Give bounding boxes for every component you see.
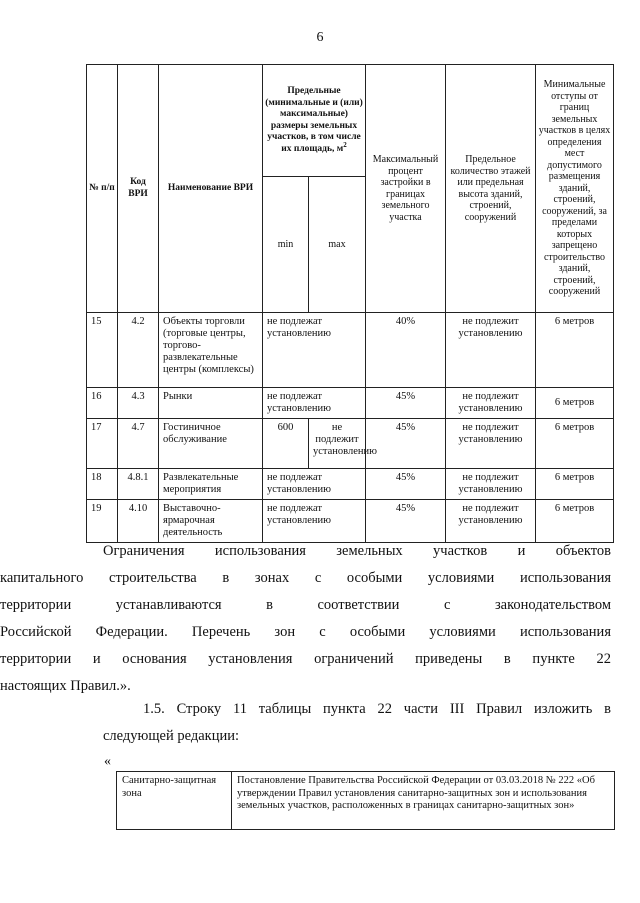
amendment-paragraph xyxy=(103,696,611,750)
zone-name: Санитарно-защитная зона xyxy=(117,772,232,830)
header-num: № п/п xyxy=(87,65,118,313)
paragraph-line: настоящих Правил.». xyxy=(0,678,131,694)
row-setback: 6 метров xyxy=(536,419,614,469)
zone-table xyxy=(116,771,615,830)
row-num: 19 xyxy=(87,500,118,543)
page-number: 6 xyxy=(316,30,324,45)
paragraph-line: 1.5. Строку 11 таблицы пункта 22 части III Правил изложить в xyxy=(143,701,611,717)
paragraph-line: Российской Федерации. Перечень зон с особыми условиями использования xyxy=(0,624,611,640)
row-percent: 45% xyxy=(366,419,446,469)
row-percent: 45% xyxy=(366,469,446,500)
row-floors: не подлежит установлению xyxy=(446,419,536,469)
row-name: Развлекательные мероприятия xyxy=(159,469,263,500)
row-size: не подлежат установлению xyxy=(263,313,366,388)
table-row xyxy=(87,500,614,543)
table-row xyxy=(87,469,614,500)
row-setback: 6 метров xyxy=(536,500,614,543)
table-row xyxy=(87,388,614,419)
row-num: 17 xyxy=(87,419,118,469)
row-floors: не подлежит установлению xyxy=(446,469,536,500)
row-percent: 45% xyxy=(366,500,446,543)
row-floors: не подлежит установлению xyxy=(446,388,536,419)
row-code: 4.8.1 xyxy=(118,469,159,500)
paragraph-line: территории и основания установления ограничений приведены в пункте 22 xyxy=(0,651,611,667)
paragraph-line: капитального строительства в зонах с особыми условиями использования xyxy=(0,570,611,586)
row-percent: 45% xyxy=(366,388,446,419)
header-sizes-text: Предельные (минимальные и (или) максимальные) размеры земельных участков, в том числе их площадь, м xyxy=(265,86,363,154)
row-num: 16 xyxy=(87,388,118,419)
row-setback: 6 метров xyxy=(536,313,614,388)
row-num: 18 xyxy=(87,469,118,500)
row-num: 15 xyxy=(87,313,118,388)
row-code: 4.10 xyxy=(118,500,159,543)
restrictions-paragraph xyxy=(0,538,611,700)
opening-quote: « xyxy=(104,754,111,769)
header-min: min xyxy=(263,177,309,313)
header-sizes xyxy=(263,65,366,177)
row-code: 4.3 xyxy=(118,388,159,419)
paragraph-line: территории устанавливаются в соответствии с законодательством xyxy=(0,597,611,613)
row-setback: 6 метров xyxy=(536,388,614,419)
header-setback: Минимальные отступы от границ земельных участков в целях определения мест допустимого размещения зданий, строений, сооружений, за пределами которых запрещено строительство зданий, строений, сооружений xyxy=(536,65,614,313)
row-floors: не подлежит установлению xyxy=(446,313,536,388)
header-floors: Предельное количество этажей или предельная высота зданий, строений, сооружений xyxy=(446,65,536,313)
row-percent: 40% xyxy=(366,313,446,388)
row-min: 600 xyxy=(263,419,309,469)
row-name: Выставочно-ярмарочная деятельность xyxy=(159,500,263,543)
row-setback: 6 метров xyxy=(536,469,614,500)
paragraph-line: следующей редакции: xyxy=(103,728,240,744)
row-code: 4.2 xyxy=(118,313,159,388)
header-sizes-sup: 2 xyxy=(343,140,347,149)
row-name: Гостиничное обслуживание xyxy=(159,419,263,469)
row-max: не подлежит установлению xyxy=(309,419,366,469)
table-row xyxy=(117,772,615,830)
header-percent: Максимальный процент застройки в границах земельного участка xyxy=(366,65,446,313)
row-code: 4.7 xyxy=(118,419,159,469)
row-name: Рынки xyxy=(159,388,263,419)
row-name: Объекты торговли (торговые центры, торгово-развлекательные центры (комплексы) xyxy=(159,313,263,388)
header-name: Наименование ВРИ xyxy=(159,65,263,313)
row-size: не подлежат установлению xyxy=(263,500,366,543)
land-use-table xyxy=(86,64,614,543)
row-floors: не подлежит установлению xyxy=(446,500,536,543)
table-row xyxy=(87,419,614,469)
row-size: не подлежат установлению xyxy=(263,388,366,419)
zone-basis: Постановление Правительства Российской Федерации от 03.03.2018 № 222 «Об утверждении Правил установления санитарно-защитных зон и использования земельных участков, расположенных в границах санитарно-защитных зон» xyxy=(232,772,615,830)
table-row xyxy=(87,313,614,388)
header-code: Код ВРИ xyxy=(118,65,159,313)
row-size: не подлежат установлению xyxy=(263,469,366,500)
paragraph-line: Ограничения использования земельных участков и объектов xyxy=(103,543,611,559)
header-max: max xyxy=(309,177,366,313)
